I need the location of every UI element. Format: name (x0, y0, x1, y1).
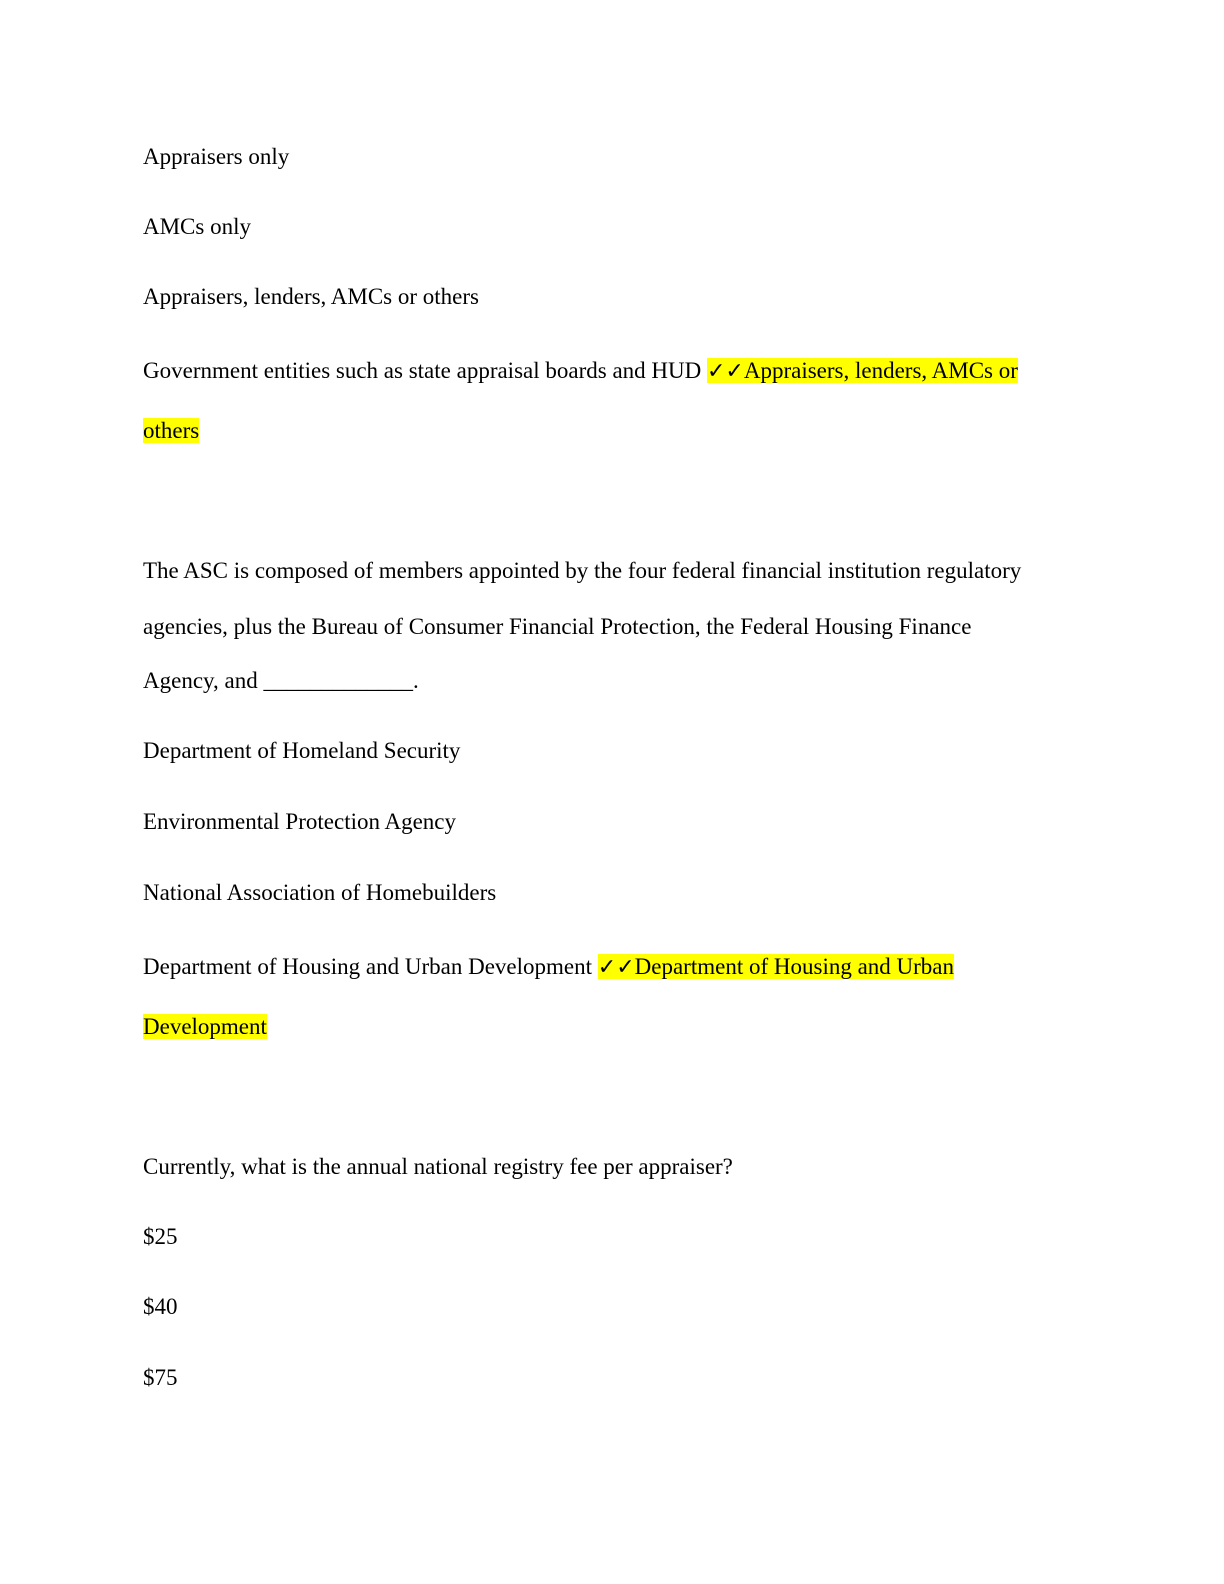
q2-question-line2: agencies, plus the Bureau of Consumer Financial Protection, the Federal Housing Finance (143, 614, 972, 639)
q3-option-3: $75 (143, 1365, 178, 1390)
q2-option-3: National Association of Homebuilders (143, 880, 497, 905)
q2-option-4: Department of Housing and Urban Development (143, 954, 593, 979)
q2-answer-line1: Department of Housing and Urban (634, 954, 955, 979)
q3-option-1: $25 (143, 1224, 178, 1249)
q1-option-3: Appraisers, lenders, AMCs or others (143, 284, 480, 309)
q1-option-4-with-answer (143, 356, 1018, 387)
q1-option-1: Appraisers only (143, 144, 290, 169)
q1-option-2: AMCs only (143, 214, 251, 239)
q2-answer-continuation (143, 1012, 267, 1042)
q2-question-line1: The ASC is composed of members appointed by the four federal financial institution regulatory (143, 558, 1022, 583)
checkmark-icon: ✓✓ (597, 955, 635, 980)
q2-option-2: Environmental Protection Agency (143, 809, 456, 834)
q1-answer-line2: others (143, 418, 200, 443)
q1-answer-highlight (707, 358, 1018, 383)
q2-option-1: Department of Homeland Security (143, 738, 461, 763)
q2-option-4-with-answer (143, 952, 954, 983)
checkmark-icon: ✓✓ (706, 359, 744, 384)
q1-answer-continuation (143, 416, 199, 446)
q2-question-line3: Agency, and _____________. (143, 668, 419, 693)
q1-answer-line1: Appraisers, lenders, AMCs or (743, 358, 1018, 383)
q2-answer-line2: Development (143, 1014, 267, 1039)
q1-option-4: Government entities such as state appraisal boards and HUD (143, 358, 702, 383)
q3-question: Currently, what is the annual national registry fee per appraiser? (143, 1154, 733, 1179)
q2-answer-highlight (598, 954, 954, 979)
q3-option-2: $40 (143, 1294, 178, 1319)
